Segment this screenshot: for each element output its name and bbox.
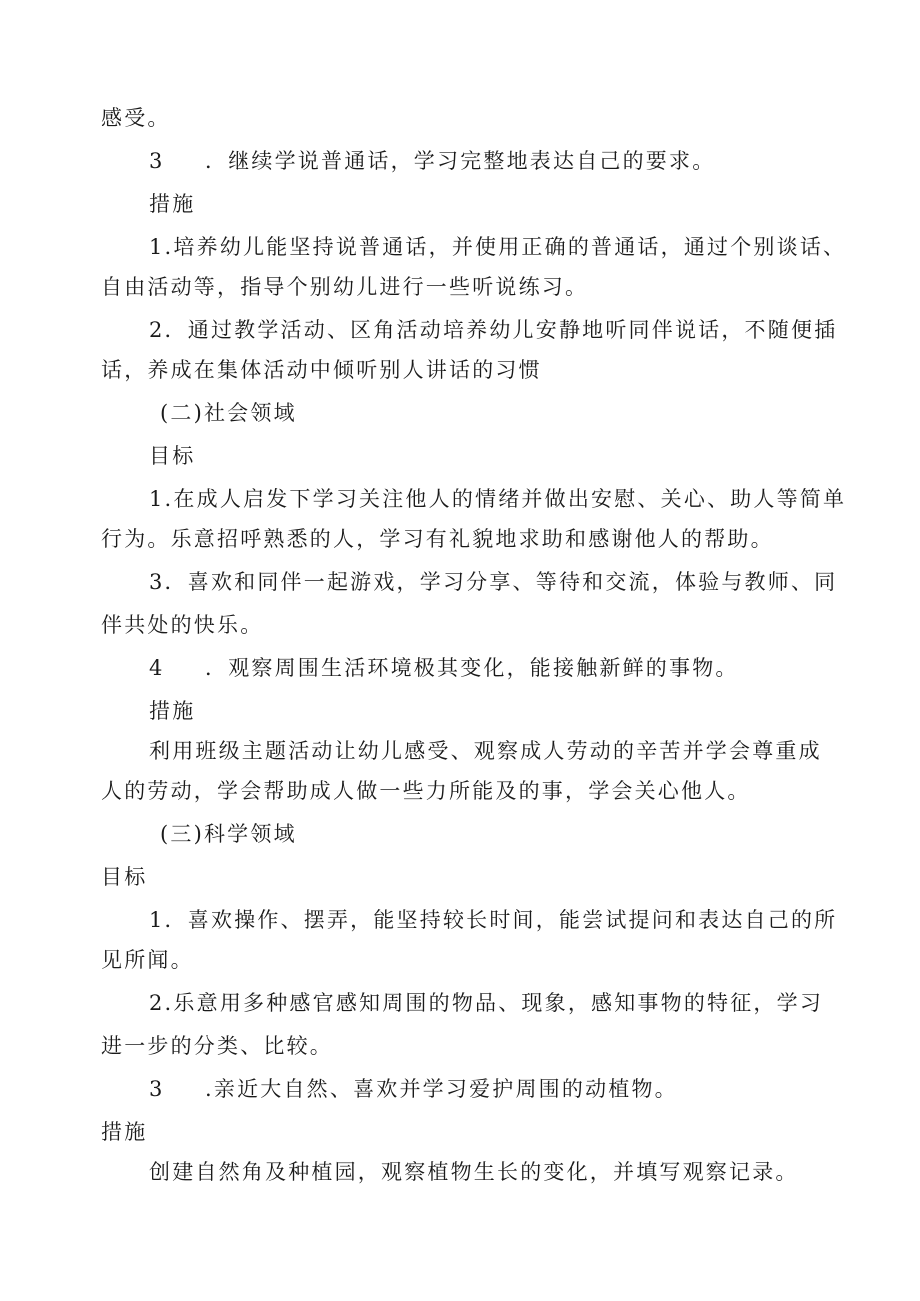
section-heading: (二)社会领域: [160, 401, 297, 425]
text-line: 2．通过教学活动、区角活动培养幼儿安静地听同伴说话，不随便插: [149, 318, 838, 342]
text-line: 感受。: [101, 106, 171, 130]
text-line: 人的劳动，学会帮助成人做一些力所能及的事，学会关心他人。: [101, 779, 751, 803]
subheading: 目标: [101, 865, 148, 889]
text-line: 1.培养幼儿能坚持说普通话，并使用正确的普通话，通过个别谈话、: [149, 235, 847, 259]
text-line: 1.在成人启发下学习关注他人的情绪并做出安慰、关心、助人等简单: [149, 487, 847, 511]
text-line: 见所闻。: [101, 948, 194, 972]
section-heading: 措施: [149, 192, 196, 216]
subheading: 目标: [149, 444, 196, 468]
list-number: 4: [149, 656, 165, 680]
text-line: 行为。乐意招呼熟悉的人，学习有礼貌地求助和感谢他人的帮助。: [101, 527, 774, 551]
text-line: ．继续学说普通话，学习完整地表达自己的要求。: [205, 149, 716, 173]
list-number: 3: [149, 149, 165, 173]
text-line: 1．喜欢操作、摆弄，能坚持较长时间，能尝试提问和表达自己的所: [149, 908, 838, 932]
text-line: 利用班级主题活动让幼儿感受、观察成人劳动的辛苦并学会尊重成: [149, 739, 822, 763]
text-line: 3．喜欢和同伴一起游戏，学习分享、等待和交流，体验与教师、同: [149, 570, 838, 594]
text-line: 2.乐意用多种感官感知周围的物品、现象，感知事物的特征，学习: [149, 991, 824, 1015]
text-line: 创建自然角及种植园，观察植物生长的变化，并填写观察记录。: [149, 1160, 799, 1184]
text-line: 话，养成在集体活动中倾听别人讲话的习惯: [101, 358, 542, 382]
text-line: 伴共处的快乐。: [101, 613, 264, 637]
list-number: 3: [149, 1077, 165, 1101]
section-heading: (三)科学领域: [160, 822, 297, 846]
subheading: 措施: [149, 699, 196, 723]
text-line: 进一步的分类、比较。: [101, 1034, 333, 1058]
text-line: 自由活动等，指导个别幼儿进行一些听说练习。: [101, 275, 589, 299]
subheading: 措施: [101, 1120, 148, 1144]
text-line: ．观察周围生活环境极其变化，能接触新鲜的事物。: [205, 656, 739, 680]
text-line: .亲近大自然、喜欢并学习爱护周围的动植物。: [205, 1077, 678, 1101]
